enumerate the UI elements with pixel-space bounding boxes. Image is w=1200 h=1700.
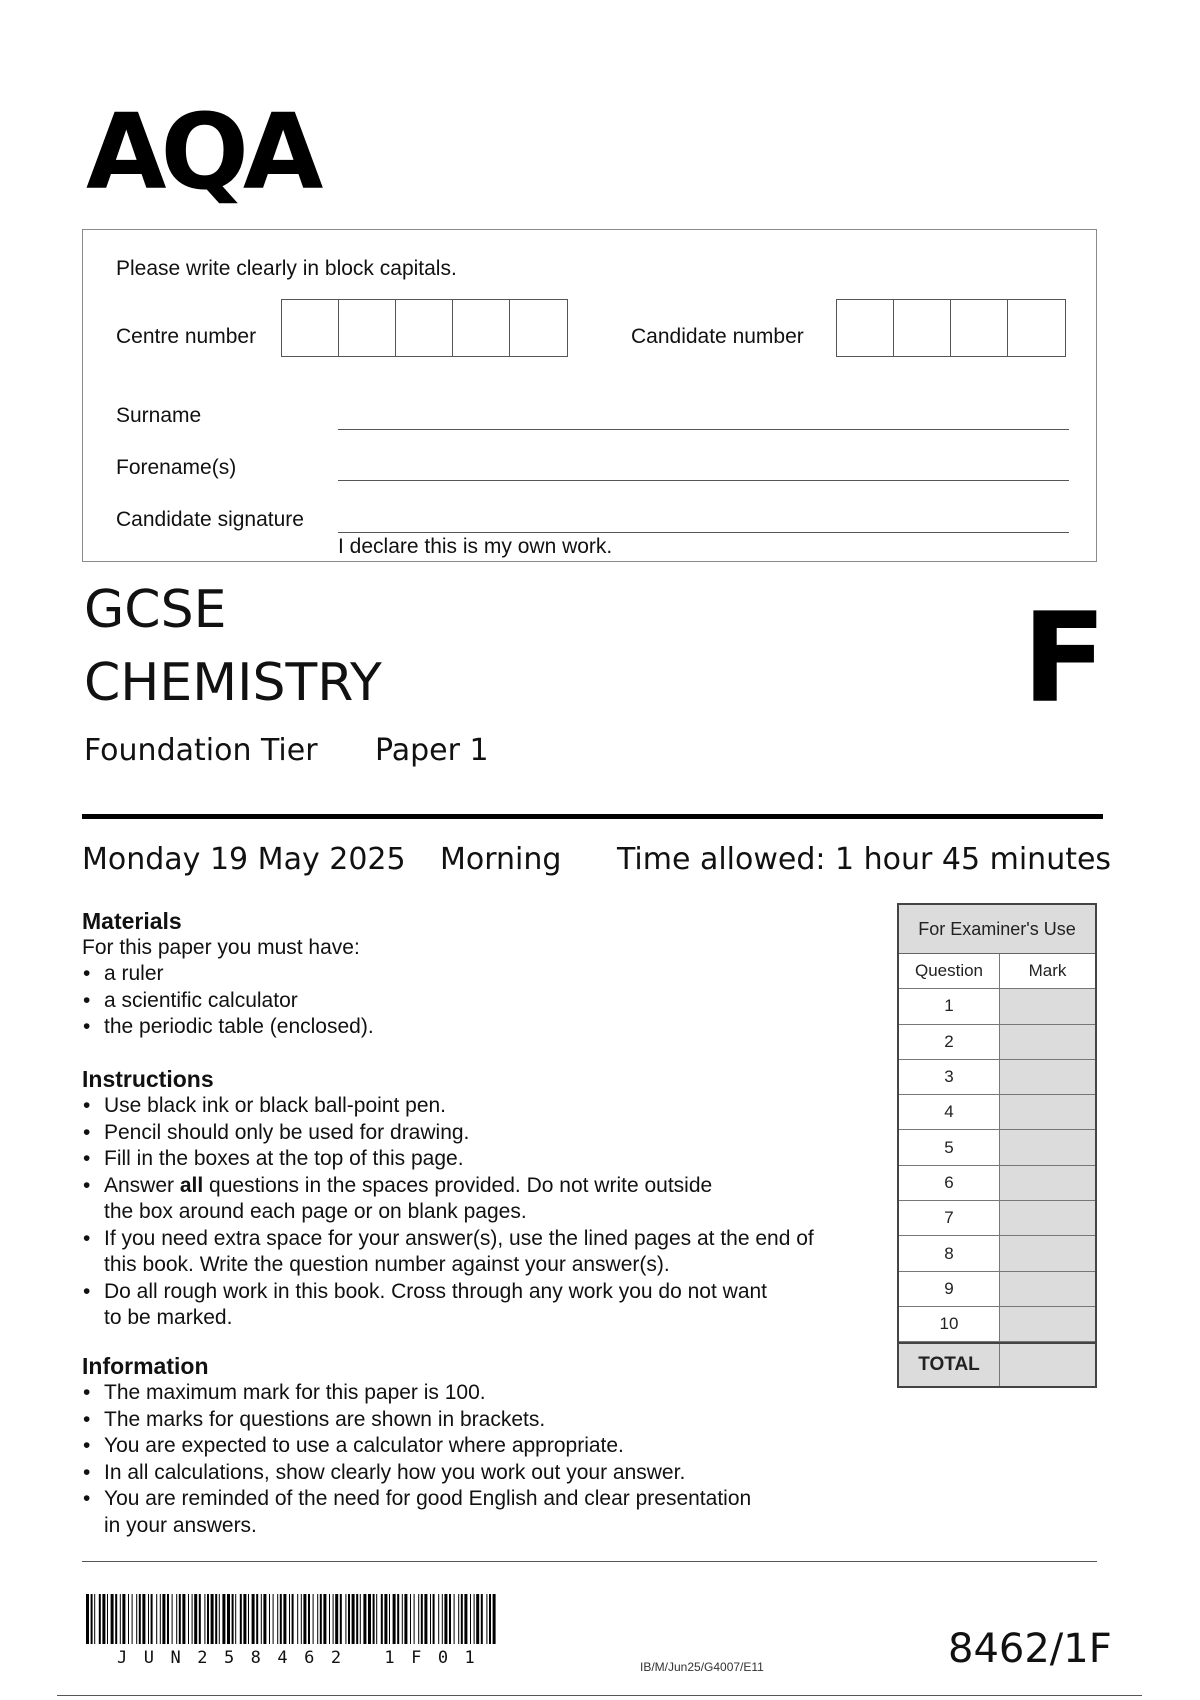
table-row (899, 1130, 1095, 1165)
mark-cell (1000, 1060, 1095, 1094)
subject-title: CHEMISTRY (84, 653, 382, 713)
centre-number-digit-box[interactable] (396, 300, 453, 356)
total-row (899, 1342, 1095, 1386)
forenames-line[interactable] (338, 480, 1069, 481)
barcode-bar (156, 1594, 157, 1644)
barcode-bar (122, 1594, 125, 1644)
examiner-table-header-row (899, 954, 1095, 989)
barcode-bar (461, 1594, 463, 1644)
table-row (899, 1307, 1095, 1342)
barcode-bar (404, 1594, 407, 1644)
examiner-use-table (897, 903, 1097, 1388)
centre-number-digit-box[interactable] (453, 300, 510, 356)
signature-line[interactable] (338, 532, 1069, 533)
barcode-bar (393, 1594, 396, 1644)
barcode-bar (277, 1594, 278, 1644)
question-number: 5 (899, 1130, 1000, 1164)
barcode-bar (86, 1594, 89, 1644)
barcode-bar (142, 1594, 145, 1644)
barcode-bar (219, 1594, 220, 1644)
table-row (899, 1060, 1095, 1095)
candidate-signature-label: Candidate signature (116, 508, 304, 531)
barcode-bar (356, 1594, 358, 1644)
instruction-item: • Answer all questions in the spaces provided. Do not write outside the box around each page or on blank pages. (82, 1173, 814, 1226)
barcode-bar (261, 1594, 262, 1644)
barcode-bar (442, 1594, 443, 1644)
tier-letter: F (1022, 587, 1107, 731)
barcode-bar (99, 1594, 101, 1644)
barcode-bar (235, 1594, 236, 1644)
mark-cell (1000, 1236, 1095, 1270)
barcode-bar (252, 1594, 255, 1644)
barcode-bar (240, 1594, 242, 1644)
question-number: 7 (899, 1201, 1000, 1235)
question-number: 6 (899, 1166, 1000, 1200)
barcode-bar (139, 1594, 141, 1644)
mark-cell (1000, 1272, 1095, 1306)
barcode-bar (192, 1594, 193, 1644)
barcode-bar (317, 1594, 318, 1644)
barcode-bar (481, 1594, 483, 1644)
barcode-bar (215, 1594, 217, 1644)
instructions-section (82, 1065, 814, 1332)
exam-session: Morning (440, 842, 562, 877)
centre-number-boxes[interactable] (281, 299, 568, 357)
information-item: • The marks for questions are shown in brackets. (82, 1407, 751, 1434)
barcode-bar (449, 1594, 451, 1644)
time-allowed: Time allowed: 1 hour 45 minutes (617, 842, 1112, 877)
barcode-bar (167, 1594, 169, 1644)
declaration-text: I declare this is my own work. (338, 535, 613, 558)
barcode-bar (320, 1594, 322, 1644)
barcode-bar (148, 1594, 149, 1644)
barcode-bar (301, 1594, 302, 1644)
barcode-bar (292, 1594, 294, 1644)
information-item: • You are expected to use a calculator where appropriate. (82, 1433, 751, 1460)
question-number: 4 (899, 1095, 1000, 1129)
barcode-bar (172, 1594, 173, 1644)
barcode-bar (486, 1594, 487, 1644)
candidate-number-digit-box[interactable] (1008, 300, 1065, 356)
barcode-bar (308, 1594, 310, 1644)
centre-number-digit-box[interactable] (282, 300, 339, 356)
emphasis-all: all (179, 1173, 204, 1197)
table-row (899, 1095, 1095, 1130)
barcode-bar (179, 1594, 181, 1644)
barcode-bar (102, 1594, 105, 1644)
barcode-bar (489, 1594, 491, 1644)
qualification-title: GCSE (84, 580, 227, 640)
barcode-bar (136, 1594, 137, 1644)
mark-cell (1000, 1095, 1095, 1129)
barcode-bar (248, 1594, 249, 1644)
barcode-bar (323, 1594, 326, 1644)
information-item: • You are reminded of the need for good English and clear presentation in your answers. (82, 1486, 751, 1539)
footer-divider (82, 1561, 1097, 1562)
barcode-bar (389, 1594, 390, 1644)
barcode-bar (438, 1594, 439, 1644)
barcode-bar (188, 1594, 189, 1644)
centre-number-label: Centre number (116, 325, 257, 348)
paper-code: 8462/1F (948, 1626, 1112, 1672)
question-number: 10 (899, 1307, 1000, 1341)
question-number: 3 (899, 1060, 1000, 1094)
information-item: • The maximum mark for this paper is 100. (82, 1380, 751, 1407)
barcode-bar (333, 1594, 334, 1644)
barcode-bar (132, 1594, 133, 1644)
barcode-bar (273, 1594, 274, 1644)
barcode-bar (232, 1594, 234, 1644)
instruction-item: • If you need extra space for your answer(s), use the lined pages at the end of this book. Write the question number against your answer(s). (82, 1226, 814, 1279)
surname-line[interactable] (338, 429, 1069, 430)
barcode-bar (384, 1594, 387, 1644)
mark-column-header: Mark (1000, 954, 1095, 988)
question-column-header: Question (899, 954, 1000, 988)
barcode-bar (360, 1594, 361, 1644)
barcode-bar (340, 1594, 342, 1644)
materials-item: • a scientific calculator (82, 988, 374, 1015)
materials-item: • the periodic table (enclosed). (82, 1014, 374, 1041)
materials-intro: For this paper you must have: (82, 936, 360, 959)
barcode-bar (414, 1594, 415, 1644)
barcode-bar (430, 1594, 431, 1644)
question-number: 8 (899, 1236, 1000, 1270)
mark-cell (1000, 989, 1095, 1023)
barcode-bar (397, 1594, 399, 1644)
barcode-bar (418, 1594, 419, 1644)
barcode-bar (444, 1594, 447, 1644)
materials-section (82, 907, 374, 1041)
surname-label: Surname (116, 404, 202, 427)
barcode-bar (162, 1594, 165, 1644)
barcode-bar (151, 1594, 153, 1644)
materials-heading: Materials (82, 908, 182, 934)
block-capitals-instruction: Please write clearly in block capitals. (116, 257, 457, 280)
barcode-bar (107, 1594, 108, 1644)
barcode-bar (474, 1594, 475, 1644)
barcode-bar (345, 1594, 346, 1644)
aqa-logo: AQA (86, 91, 318, 213)
barcode-bar (256, 1594, 258, 1644)
barcode-bar (283, 1594, 286, 1644)
forenames-label: Forename(s) (116, 456, 237, 479)
barcode-bar (433, 1594, 435, 1644)
instruction-item: • Use black ink or black ball-point pen. (82, 1093, 814, 1120)
barcode-bar (476, 1594, 479, 1644)
mark-cell (1000, 1130, 1095, 1164)
barcode-bar (176, 1594, 177, 1644)
exam-date: Monday 19 May 2025 (82, 842, 406, 877)
candidate-number-digit-box[interactable] (894, 300, 951, 356)
barcode-bar (94, 1594, 95, 1644)
centre-number-digit-box[interactable] (510, 300, 567, 356)
question-number: 9 (899, 1272, 1000, 1306)
barcode-bar (381, 1594, 383, 1644)
barcode-bar (303, 1594, 306, 1644)
information-item: • In all calculations, show clearly how you work out your answer. (82, 1460, 751, 1487)
instruction-item: • Pencil should only be used for drawing. (82, 1120, 814, 1147)
paper-label: Paper 1 (375, 733, 489, 768)
barcode-text: JUN258462 1F01 (117, 1648, 492, 1668)
barcode-bar (289, 1594, 290, 1644)
barcode-bar (376, 1594, 377, 1644)
table-row (899, 1272, 1095, 1307)
barcode-bar (421, 1594, 423, 1644)
barcode-bar (222, 1594, 225, 1644)
table-row (899, 1201, 1095, 1236)
barcode-bar (313, 1594, 314, 1644)
barcode-bar (493, 1594, 496, 1644)
barcode-image (86, 1594, 498, 1644)
barcode-bar (263, 1594, 266, 1644)
barcode-bar (368, 1594, 371, 1644)
barcode-bar (348, 1594, 350, 1644)
table-row (899, 1025, 1095, 1060)
barcode-bar (111, 1594, 114, 1644)
barcode-bar (329, 1594, 330, 1644)
centre-number-digit-box[interactable] (339, 300, 396, 356)
instructions-heading: Instructions (82, 1066, 214, 1092)
mark-cell (1000, 1166, 1095, 1200)
barcode-bar (410, 1594, 411, 1644)
title-divider (82, 814, 1103, 819)
barcode-bar (424, 1594, 427, 1644)
total-mark-cell (1000, 1344, 1095, 1386)
barcode-bar (335, 1594, 338, 1644)
barcode-bar (458, 1594, 459, 1644)
candidate-number-digit-box[interactable] (837, 300, 894, 356)
barcode-bar (115, 1594, 117, 1644)
mark-cell (1000, 1025, 1095, 1059)
barcode-bar (204, 1594, 205, 1644)
barcode-bar (269, 1594, 270, 1644)
barcode-bar (207, 1594, 209, 1644)
mark-cell (1000, 1201, 1095, 1235)
table-row (899, 1236, 1095, 1271)
materials-item: • a ruler (82, 961, 374, 988)
barcode-bar (160, 1594, 161, 1644)
page-bottom-rule (57, 1695, 1142, 1696)
total-label: TOTAL (899, 1344, 1000, 1386)
barcode-bar (128, 1594, 129, 1644)
candidate-number-boxes[interactable] (836, 299, 1066, 357)
barcode-bar (211, 1594, 214, 1644)
barcode-bar (464, 1594, 467, 1644)
candidate-details-box (82, 229, 1097, 562)
barcode-bar (373, 1594, 375, 1644)
information-section (82, 1352, 751, 1539)
barcode-bar (280, 1594, 282, 1644)
question-number: 1 (899, 989, 1000, 1023)
barcode-bar (199, 1594, 201, 1644)
question-number: 2 (899, 1025, 1000, 1059)
instruction-item: • Do all rough work in this book. Cross through any work you do not want to be marked. (82, 1279, 814, 1332)
barcode-bar (454, 1594, 455, 1644)
barcode-bar (297, 1594, 298, 1644)
instruction-item: • Fill in the boxes at the top of this page. (82, 1146, 814, 1173)
information-heading: Information (82, 1353, 209, 1379)
barcode-bar (470, 1594, 471, 1644)
barcode-bar (91, 1594, 93, 1644)
candidate-number-label: Candidate number (631, 325, 804, 348)
mark-cell (1000, 1307, 1095, 1341)
barcode-bar (352, 1594, 355, 1644)
barcode-bar (120, 1594, 121, 1644)
barcode-bar (363, 1594, 366, 1644)
document-reference: IB/M/Jun25/G4007/E11 (640, 1660, 764, 1674)
examiner-table-title: For Examiner's Use (899, 905, 1095, 954)
barcode-bar (402, 1594, 403, 1644)
table-row (899, 1166, 1095, 1201)
table-row (899, 989, 1095, 1024)
barcode-bar (194, 1594, 197, 1644)
barcode-bar (243, 1594, 246, 1644)
barcode-bar (182, 1594, 185, 1644)
barcode-bar (227, 1594, 230, 1644)
candidate-number-digit-box[interactable] (951, 300, 1008, 356)
tier-label: Foundation Tier (84, 733, 318, 768)
